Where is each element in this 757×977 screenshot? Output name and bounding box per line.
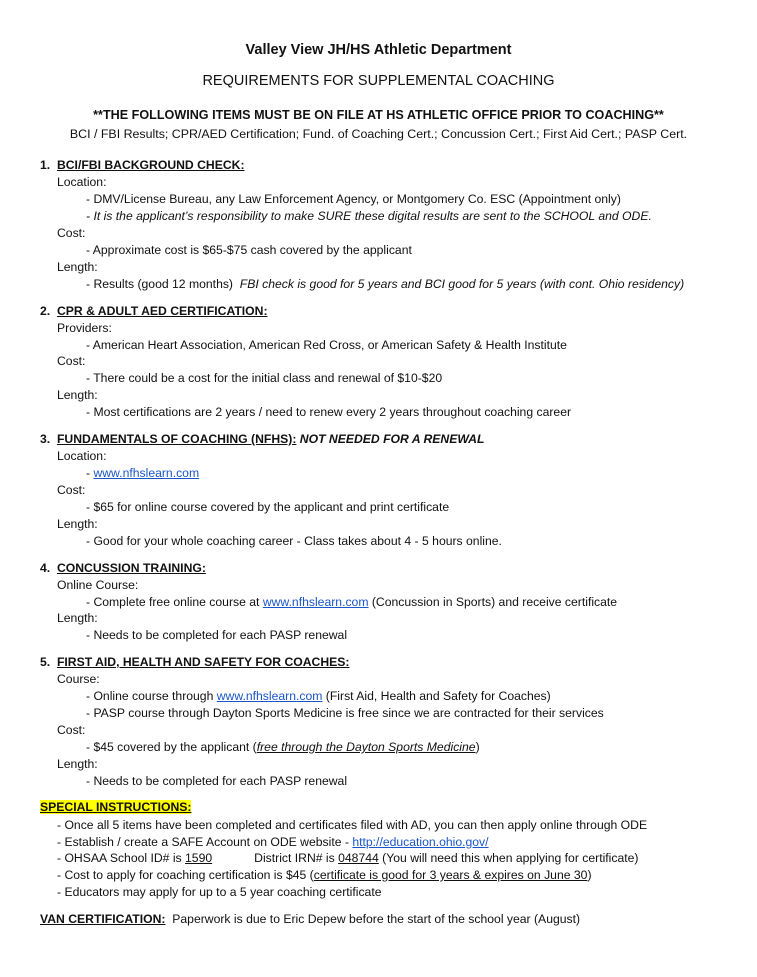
bullet-suffix: (You will need this when applying for certificate) — [378, 851, 639, 865]
special-item: - Once all 5 items have been completed and certificates filed with AD, you can then apply online through ODE — [57, 818, 648, 832]
bullet-item: - There could be a cost for the initial class and renewal of $10-$20 — [86, 371, 443, 385]
special-instructions-heading — [40, 800, 191, 815]
bullet-suffix: ) — [587, 868, 592, 882]
bullet-prefix: - $45 covered by the applicant ( — [86, 740, 257, 754]
section-heading: FIRST AID, HEALTH AND SAFETY FOR COACHES: — [56, 655, 350, 669]
course-label: Online Course: — [57, 578, 139, 592]
nfhslearn-link[interactable]: www.nfhslearn.com — [262, 595, 369, 609]
section-number: 1. — [40, 158, 51, 172]
bullet-item — [86, 689, 551, 704]
special-item — [57, 868, 592, 883]
length-label: Length: — [57, 517, 98, 531]
cost-label: Cost: — [57, 483, 86, 497]
bullet-prefix: - Cost to apply for coaching certification is $45 ( — [57, 868, 314, 882]
bullet-prefix: - Online course through — [86, 689, 217, 703]
section-3-header — [40, 432, 484, 447]
bullet-prefix: - OHSAA School ID# is — [57, 851, 186, 865]
cost-label: Cost: — [57, 226, 86, 240]
bullet-item: - DMV/License Bureau, any Law Enforcement Agency, or Montgomery Co. ESC (Appointment only) — [86, 192, 621, 206]
bullet-suffix: (First Aid, Health and Safety for Coaches) — [322, 689, 551, 703]
special-item — [57, 835, 489, 850]
section-heading: BCI/FBI BACKGROUND CHECK: — [56, 158, 245, 172]
page-subtitle: REQUIREMENTS FOR SUPPLEMENTAL COACHING — [202, 73, 555, 89]
section-1-header — [40, 158, 245, 173]
district-irn: 048744 — [338, 851, 379, 865]
length-label: Length: — [57, 388, 98, 402]
location-label: Location: — [57, 449, 107, 463]
length-label: Length: — [57, 611, 98, 625]
cost-label: Cost: — [57, 723, 86, 737]
school-id: 1590 — [185, 851, 213, 865]
bullet-item — [86, 466, 199, 481]
bullet-item: - Needs to be completed for each PASP renewal — [86, 774, 348, 788]
bullet-item: - It is the applicant’s responsibility to make SURE these digital results are sent to the SCHOOL and ODE. — [86, 209, 652, 223]
ode-website-link[interactable]: http://education.ohio.gov/ — [352, 835, 489, 849]
bullet-suffix: (Concussion in Sports) and receive certificate — [368, 595, 618, 609]
van-certification — [40, 912, 580, 927]
section-heading: CONCUSSION TRAINING: — [56, 561, 206, 575]
bullet-item: - Good for your whole coaching career - Class takes about 4 - 5 hours online. — [86, 534, 502, 548]
section-5-header — [40, 655, 349, 670]
section-number: 4. — [40, 561, 51, 575]
bullet-item — [86, 740, 480, 755]
length-label: Length: — [57, 260, 98, 274]
bullet-note: certificate is good for 3 years & expires on June 30 — [313, 868, 588, 882]
bullet-suffix: ) — [475, 740, 480, 754]
length-label: Length: — [57, 757, 98, 771]
section-heading: CPR & ADULT AED CERTIFICATION: — [56, 304, 268, 318]
bullet-prefix: - — [86, 466, 94, 480]
special-item — [57, 851, 638, 866]
bullet-note: FBI check is good for 5 years and BCI good for 5 years (with cont. Ohio residency) — [239, 277, 685, 291]
highlighted-heading: SPECIAL INSTRUCTIONS: — [40, 800, 192, 814]
van-text: Paperwork is due to Eric Depew before the start of the school year (August) — [165, 912, 581, 926]
section-number: 2. — [40, 304, 51, 318]
course-label: Course: — [57, 672, 100, 686]
bullet-item: - PASP course through Dayton Sports Medicine is free since we are contracted for their services — [86, 706, 604, 720]
bullet-item — [86, 595, 617, 610]
bullet-prefix: - Complete free online course at — [86, 595, 263, 609]
section-4-header — [40, 561, 206, 576]
page-title: Valley View JH/HS Athletic Department — [245, 42, 512, 58]
bullet-item: - $65 for online course covered by the applicant and print certificate — [86, 500, 450, 514]
section-2-header — [40, 304, 268, 319]
cost-label: Cost: — [57, 354, 86, 368]
van-heading: VAN CERTIFICATION: — [40, 912, 166, 926]
bullet-text: - Results (good 12 months) — [86, 277, 233, 291]
section-heading: FUNDAMENTALS OF COACHING (NFHS): — [56, 432, 297, 446]
bullet-item: - Most certifications are 2 years / need to renew every 2 years throughout coaching career — [86, 405, 572, 419]
notice-heading: **THE FOLLOWING ITEMS MUST BE ON FILE AT HS ATHLETIC OFFICE PRIOR TO COACHING** — [93, 108, 664, 122]
district-label: District IRN# is — [254, 851, 339, 865]
nfhslearn-link[interactable]: www.nfhslearn.com — [93, 466, 200, 480]
special-item: - Educators may apply for up to a 5 year coaching certificate — [57, 885, 382, 899]
section-heading-note: NOT NEEDED FOR A RENEWAL — [299, 432, 485, 446]
nfhslearn-link[interactable]: www.nfhslearn.com — [216, 689, 323, 703]
bullet-prefix: - Establish / create a SAFE Account on ODE website - — [57, 835, 353, 849]
bullet-item: - Needs to be completed for each PASP renewal — [86, 628, 348, 642]
section-number: 3. — [40, 432, 51, 446]
providers-label: Providers: — [57, 321, 112, 335]
bullet-item: - Approximate cost is $65-$75 cash covered by the applicant — [86, 243, 412, 257]
bullet-item — [86, 277, 684, 292]
location-label: Location: — [57, 175, 107, 189]
notice-items: BCI / FBI Results; CPR/AED Certification; Fund. of Coaching Cert.; Concussion Cert.; First Aid Cert.; PASP Cert. — [69, 127, 688, 141]
bullet-note: free through the Dayton Sports Medicine — [256, 740, 476, 754]
bullet-item: - American Heart Association, American Red Cross, or American Safety & Health Institute — [86, 338, 567, 352]
section-number: 5. — [40, 655, 51, 669]
